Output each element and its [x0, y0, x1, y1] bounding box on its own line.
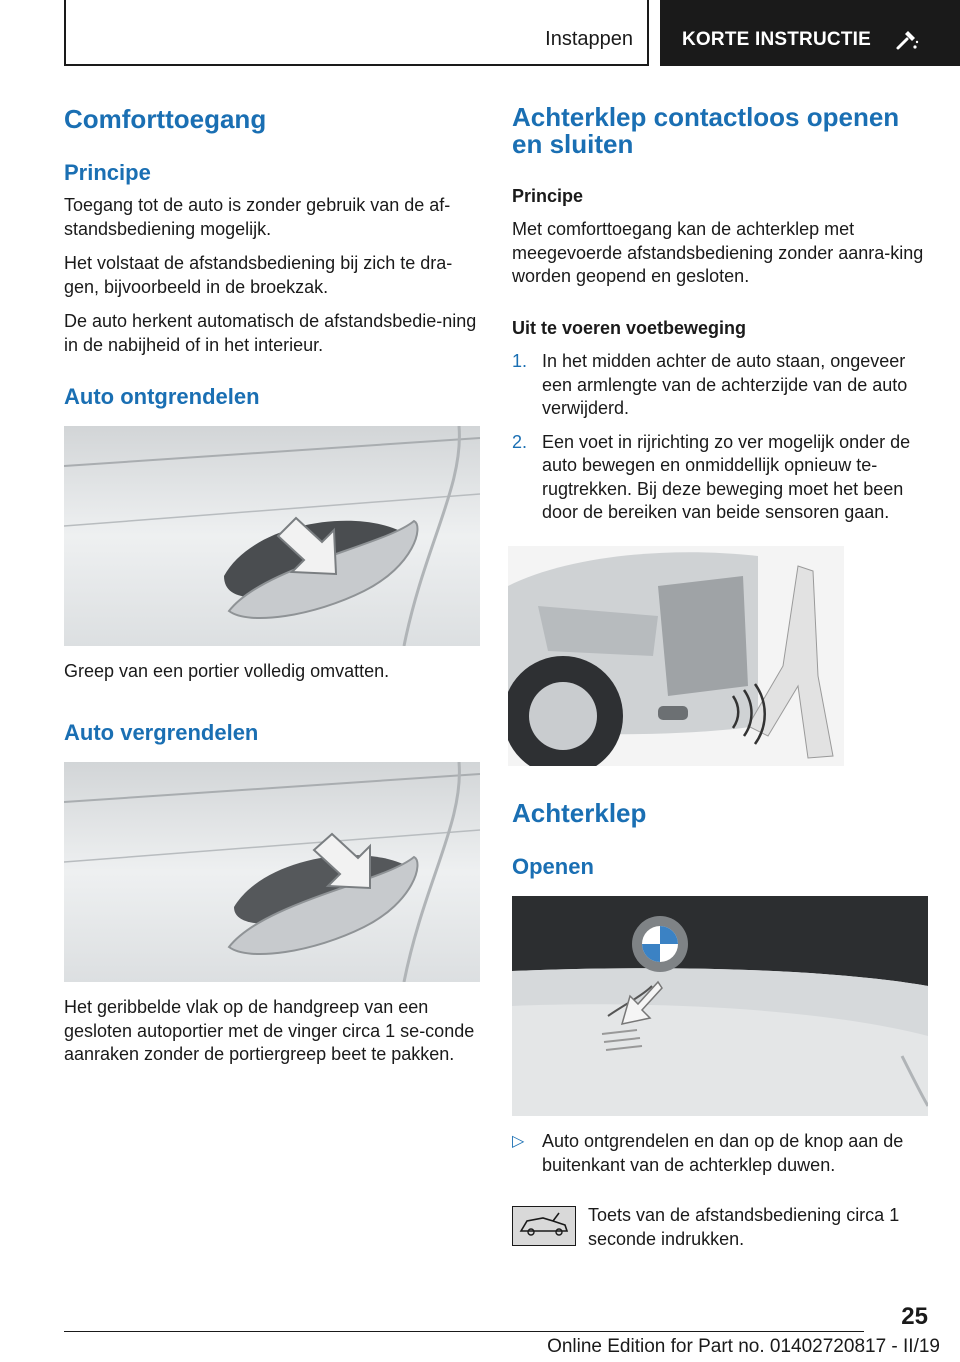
unlock-caption: Greep van een portier volledig omvatten.	[64, 661, 390, 681]
door-handle-grip-illustration	[64, 426, 480, 646]
step-1	[512, 350, 928, 421]
door-handle-touch-illustration	[64, 762, 480, 982]
lock-caption: Het geribbelde vlak op de handgreep van een gesloten autoportier met de vinger circa 1 se-conde aanraken zonder de portiergreep beet te pakken.	[64, 997, 475, 1064]
comfort-access-title: Comforttoegang	[64, 104, 267, 134]
step-number: 1.	[512, 351, 528, 371]
header-section-tab	[64, 0, 649, 66]
open-heading: Openen	[512, 854, 594, 879]
edition-footer: Online Edition for Part no. 01402720817 - II/19	[547, 1336, 940, 1357]
step-text: Een voet in rijrichting zo ver mogelijk onder de auto bewegen en onmiddellijk opnieuw te-rugtrekken. Bij deze beweging moet het been door de bereiken van beide sensoren gaan.	[542, 431, 911, 522]
principle-paragraph-1: Toegang tot de auto is zonder gebruik van de af-standsbediening mogelijk.	[64, 195, 451, 239]
remote-tailgate-button-icon	[512, 1206, 576, 1246]
step-number: 2.	[512, 431, 528, 452]
principle-paragraph-3: De auto herkent automatisch de afstandsbedie-ning in de nabijheid of in het interieur.	[64, 311, 477, 355]
principle-heading: Principe	[64, 160, 151, 185]
tailgate-principle-text: Met comforttoegang kan de achterklep met meegevoerde afstandsbediening zonder aanra-king worden geopend en gesloten.	[512, 219, 924, 286]
principle-paragraph-2: Het volstaat de afstandsbediening bij zich te dra-gen, bijvoorbeeld in de broekzak.	[64, 253, 453, 297]
foot-gesture-illustration	[508, 546, 844, 766]
footer-divider	[64, 1331, 864, 1332]
tailgate-contactless-title: Achterklep contactloos openen en sluiten	[512, 102, 900, 159]
lock-heading: Auto vergrendelen	[64, 720, 259, 745]
remote-key-text: Toets van de afstandsbediening circa 1 seconde indrukken.	[588, 1205, 900, 1249]
tailgate-title: Achterklep	[512, 798, 647, 828]
foot-movement-steps	[512, 350, 928, 525]
foot-movement-heading: Uit te voeren voetbeweging	[512, 318, 747, 338]
tailgate-principle-heading: Principe	[512, 186, 584, 206]
tailgate-button-illustration	[512, 896, 928, 1116]
open-instruction-bullet	[512, 1130, 928, 1177]
unlock-heading: Auto ontgrendelen	[64, 384, 260, 409]
bullet-triangle-icon: ▷	[512, 1133, 525, 1150]
step-2	[512, 431, 928, 525]
quick-reference-icon	[894, 26, 920, 52]
header-chapter-tab	[660, 0, 960, 66]
bullet-text: Auto ontgrendelen en dan op de knop aan de buitenkant van de achterklep duwen.	[542, 1131, 904, 1175]
page-number: 25	[901, 1303, 928, 1330]
header-section-label: Instappen	[545, 28, 633, 50]
header-chapter-label: KORTE INSTRUCTIE	[682, 29, 871, 50]
step-text: In het midden achter de auto staan, ongeveer een armlengte van de achterzijde van de auto verwijderd.	[542, 351, 908, 418]
